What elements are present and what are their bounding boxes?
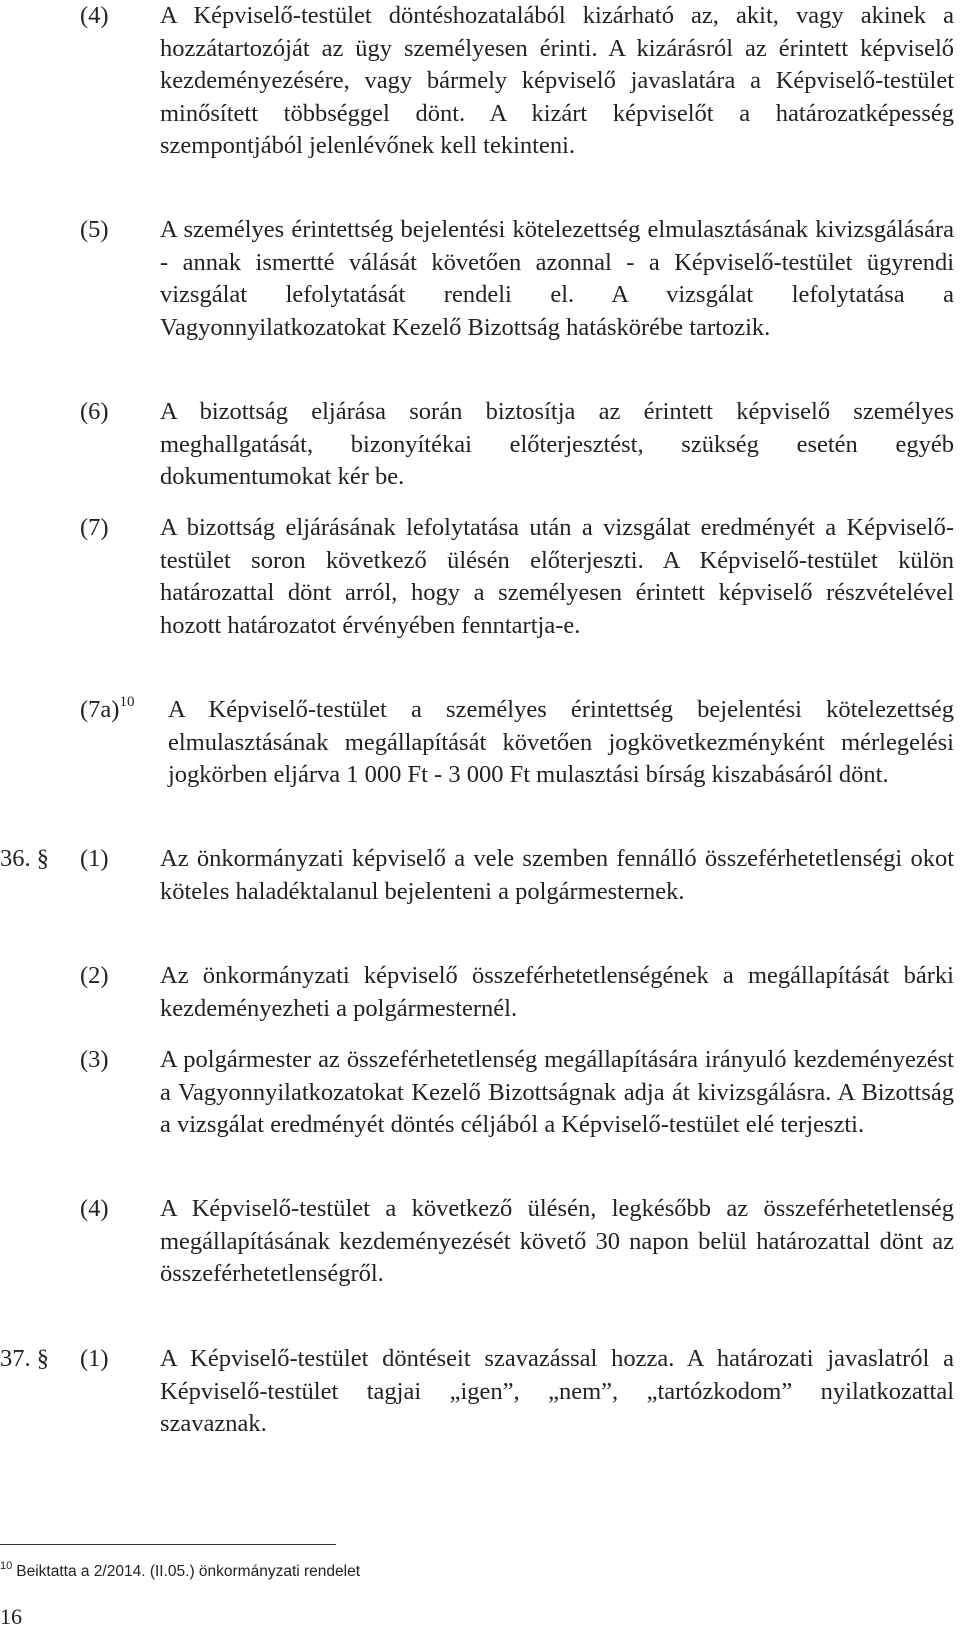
paragraph-text: Az önkormányzati képviselő a vele szemben fennálló összeférhetetlenségi okot köteles haladéktalanul bejelenteni a polgármesternek. bbox=[160, 845, 954, 905]
paragraph-number: (2) bbox=[80, 962, 109, 989]
paragraph-number: (7) bbox=[80, 514, 109, 541]
footnote-reference[interactable]: 10 bbox=[119, 693, 135, 710]
paragraph-number bbox=[80, 694, 134, 727]
paragraph-text: A Képviselő-testület a személyes érintettség bejelentési kötelezettség elmulasztásának megállapítását követően jogkövetkezményként mérlegelési jogkörben eljárva 1 000 Ft - 3 000 Ft mulasztási bírság kiszabásáról dönt. bbox=[168, 696, 954, 789]
footnote bbox=[0, 1562, 360, 1583]
paragraph-text: A személyes érintettség bejelentési kötelezettség elmulasztásának kivizsgálására - annak ismertté válását követően azonnal - a Képviselő-testület ügyrendi vizsgálat lefolytatását rendeli el. A vizsgálat lefolytatása a Vagyonnyilatkozatokat Kezelő Bizottság hatáskörébe tartozik. bbox=[160, 216, 954, 341]
paragraph-text: Az önkormányzati képviselő összeférhetetlenségének a megállapítását bárki kezdeményezheti a polgármesternél. bbox=[160, 962, 954, 1022]
footnote-text: Beiktatta a 2/2014. (II.05.) önkormányzati rendelet bbox=[16, 1563, 361, 1580]
page-number: 16 bbox=[0, 1604, 22, 1629]
section-number: 36. § bbox=[0, 845, 49, 872]
footnote-separator bbox=[0, 1544, 336, 1545]
paragraph-text: A Képviselő-testület döntéshozatalából kizárható az, akit, vagy akinek a hozzátartozóját az ügy személyesen érinti. A kizárásról az érintett képviselő kezdeményezésére, vagy bármely képviselő javaslatára a Képviselő-testület minősített többséggel dönt. A kizárt képviselőt a határozatképesség szempontjából jelenlévőnek kell tekinteni. bbox=[160, 2, 954, 160]
paragraph-number: (6) bbox=[80, 398, 109, 425]
footnote-number: 10 bbox=[0, 1560, 13, 1572]
paragraph-number: (1) bbox=[80, 845, 109, 872]
paragraph-number: (4) bbox=[80, 2, 109, 29]
section-number: 37. § bbox=[0, 1345, 49, 1372]
paragraph-number: (3) bbox=[80, 1046, 109, 1073]
paragraph-text: A Képviselő-testület döntéseit szavazással hozza. A határozati javaslatról a Képviselő-testület tagjai „igen”, „nem”, „tartózkodom” nyilatkozattal szavaznak. bbox=[160, 1345, 954, 1438]
paragraph-text: A Képviselő-testület a következő ülésén, legkésőbb az összeférhetetlenség megállapításának kezdeményezését követő 30 napon belül határozattal dönt az összeférhetetlenségről. bbox=[160, 1195, 954, 1288]
paragraph-number: (4) bbox=[80, 1195, 109, 1222]
paragraph-text: A bizottság eljárásának lefolytatása után a vizsgálat eredményét a Képviselő-testület soron következő ülésén előterjeszti. A Képviselő-testület külön határozattal dönt arról, hogy a személyesen érintett képviselő részvételével hozott határozatot érvényében fenntartja-e. bbox=[160, 514, 954, 639]
paragraph-number: (5) bbox=[80, 216, 109, 243]
paragraph-number-label: (7a) bbox=[80, 696, 120, 723]
paragraph-number: (1) bbox=[80, 1345, 109, 1372]
paragraph-text: A polgármester az összeférhetetlenség megállapítására irányuló kezdeményezést a Vagyonnyilatkozatokat Kezelő Bizottságnak adja át kivizsgálásra. A Bizottság a vizsgálat eredményét döntés céljából a Képviselő-testület elé terjeszti. bbox=[160, 1046, 954, 1139]
paragraph-text: A bizottság eljárása során biztosítja az érintett képviselő személyes meghallgatását, bizonyítékai előterjesztést, szükség esetén egyéb dokumentumokat kér be. bbox=[160, 398, 954, 491]
